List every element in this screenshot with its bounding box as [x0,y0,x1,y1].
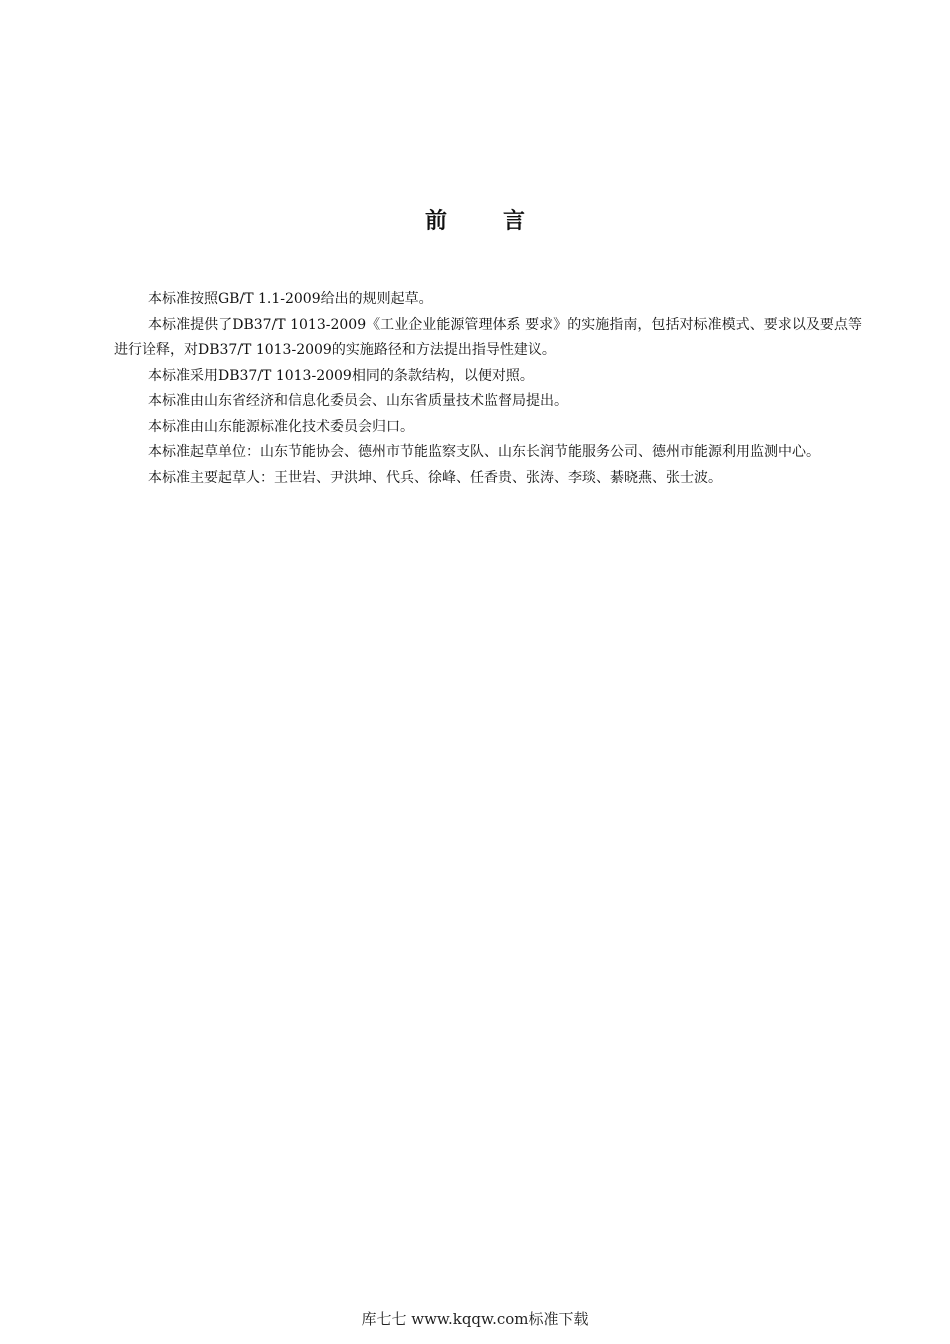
heading-char-1: 前 [424,209,447,234]
paragraph-proposed-by: 本标准由山东省经济和信息化委员会、山东省质量技术监督局提出。 [148,393,568,409]
paragraph-drafting-rules: 本标准按照GB/T 1.1-2009给出的规则起草。 [148,291,433,307]
foreword-heading [0,204,950,235]
footer-watermark: 库七七 www.kqqw.com标准下载 [361,1310,589,1328]
paragraph-clause-structure: 本标准采用DB37/T 1013-2009相同的条款结构，以便对照。 [148,367,534,384]
paragraph-drafting-units: 本标准起草单位：山东节能协会、德州市节能监察支队、山东长润节能服务公司、德州市能源利用监测中心。 [148,444,820,460]
paragraph-main-drafters: 本标准主要起草人：王世岩、尹洪坤、代兵、徐峰、任香贵、张涛、李琰、綦晓燕、张士波。 [148,469,722,486]
heading-char-2: 言 [503,209,526,234]
paragraph-guide-scope: 本标准提供了DB37/T 1013-2009《工业企业能源管理体系 要求》的实施指南，包括对标准模式、要求以及要点等进行诠释，对DB37/T 1013-2009的实施路径和方法提出指导性建议。 [114,316,862,358]
foreword-body [114,287,862,491]
paragraph-centralized-by: 本标准由山东能源标准化技术委员会归口。 [148,418,414,435]
